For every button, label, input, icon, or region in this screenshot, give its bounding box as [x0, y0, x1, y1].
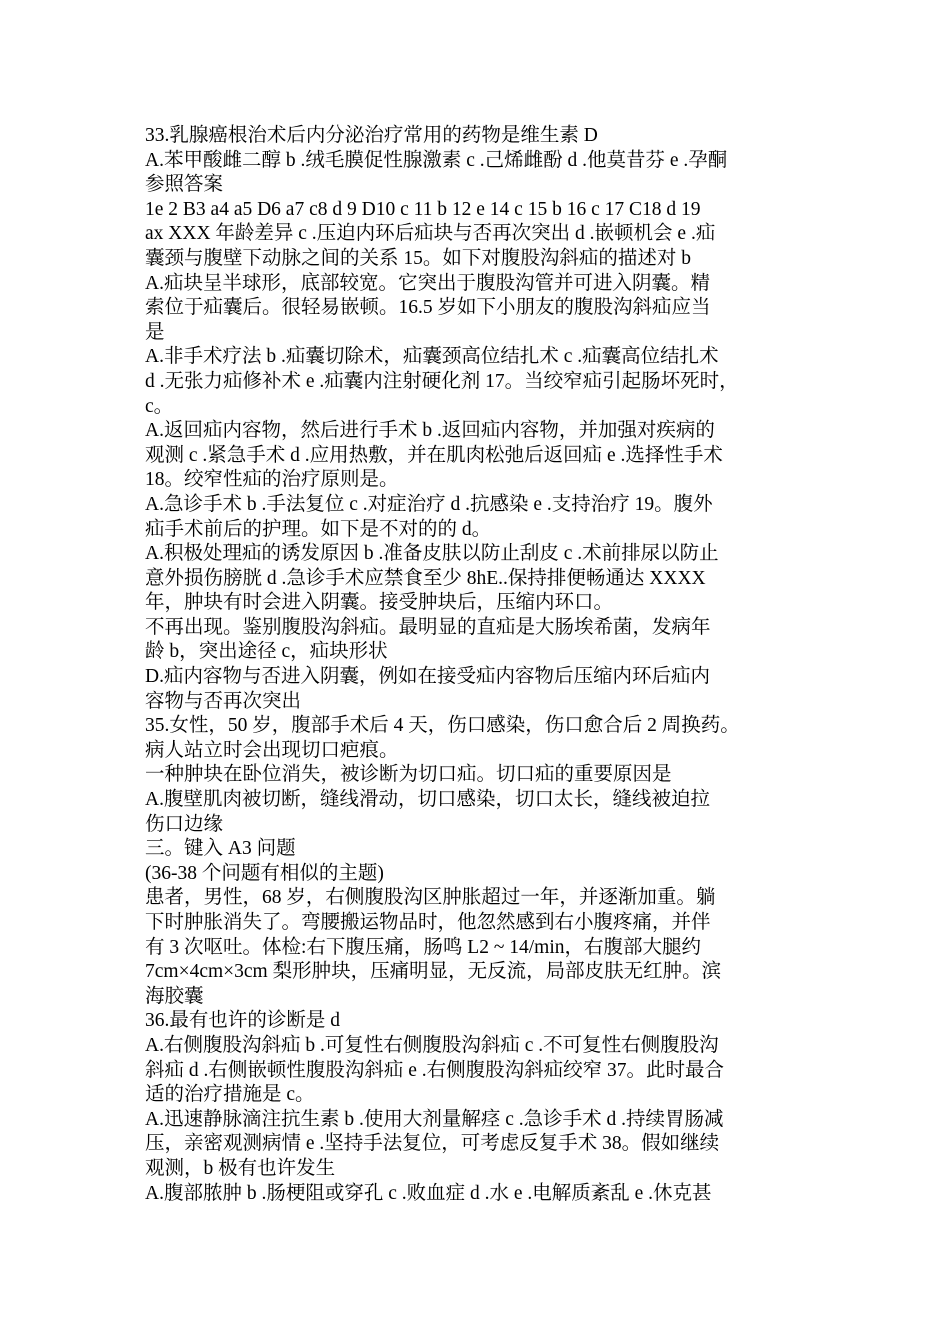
- text-line: 一种肿块在卧位消失，被诊断为切口疝。切口疝的重要原因是: [145, 764, 672, 786]
- text-line: 下时肿胀消失了。弯腰搬运物品时，他忽然感到右小腹疼痛，并伴: [145, 912, 711, 933]
- text-line: 意外损伤膀胱 d .急诊手术应禁食至少 8hE..保持排便畅通达 XXXX: [145, 567, 706, 589]
- text-line: 是: [145, 321, 165, 343]
- text-line: 1e 2 B3 a4 a5 D6 a7 c8 d 9 D10 c 11 b 12 e 14 c 15 b 16 c 17 C18 d 19: [145, 198, 701, 220]
- text-line: 适的治疗措施是 c。: [145, 1084, 315, 1106]
- text-line: 35.女性，50 岁，腹部手术后 4 天，伤口感染，伤口愈合后 2 周换药。: [145, 715, 740, 737]
- text-line: 不再出现。鉴别腹股沟斜疝。最明显的直疝是大肠埃希菌，发病年: [145, 616, 711, 638]
- document-body: [145, 124, 825, 1206]
- text-line: A.急诊手术 b .手法复位 c .对症治疗 d .抗感染 e .支持治疗 19。腹外: [145, 493, 713, 515]
- text-line: c。: [145, 395, 174, 417]
- text-line: 疝手术前后的护理。如下是不对的的 d。: [145, 518, 492, 540]
- text-line: ax XXX 年龄差异 c .压迫内环后疝块与否再次突出 d .嵌顿机会 e .疝: [145, 223, 716, 245]
- text-line: 36.最有也许的诊断是 d: [145, 1010, 341, 1032]
- text-line: d .无张力疝修补术 e .疝囊内注射硬化剂 17。当绞窄疝引起肠坏死时，: [145, 370, 739, 392]
- text-line: (36-38 个问题有相似的主题): [145, 862, 384, 884]
- text-line: 观测 c .紧急手术 d .应用热敷，并在肌肉松弛后返回疝 e .选择性手术: [145, 444, 723, 466]
- text-line: 参照答案: [145, 174, 224, 196]
- text-line: 18。绞窄性疝的治疗原则是。: [145, 469, 399, 491]
- text-line: 观测，b 极有也许发生: [145, 1157, 336, 1179]
- text-line: 海胶囊: [145, 985, 204, 1007]
- text-line: 病人站立时会出现切口疤痕。: [145, 739, 399, 761]
- text-line: A.返回疝内容物，然后进行手术 b .返回疝内容物，并加强对疾病的: [145, 420, 715, 442]
- text-line: A.右侧腹股沟斜疝 b .可复性右侧腹股沟斜疝 c .不可复性右侧腹股沟: [145, 1034, 719, 1056]
- text-line: 患者，男性，68 岁，右侧腹股沟区肿胀超过一年，并逐渐加重。躺: [145, 887, 716, 909]
- text-line: A.疝块呈半球形，底部较宽。它突出于腹股沟管并可进入阴囊。精: [145, 272, 710, 294]
- text-line: 压，亲密观测病情 e .坚持手法复位，可考虑反复手术 38。假如继续: [145, 1133, 720, 1155]
- text-line: 伤口边缘: [145, 813, 224, 835]
- text-line: A.苯甲酸雌二醇 b .绒毛膜促性腺激素 c .己烯雌酚 d .他莫昔芬 e .孕酮: [145, 149, 728, 171]
- text-line: A.腹壁肌肉被切断，缝线滑动，切口感染，切口太长，缝线被迫拉: [145, 789, 710, 811]
- text-line: A.非手术疗法 b .疝囊切除术，疝囊颈高位结扎术 c .疝囊高位结扎术: [145, 346, 719, 368]
- text-line: D.疝内容物与否进入阴囊，例如在接受疝内容物后压缩内环后疝内: [145, 666, 710, 688]
- text-line: 龄 b，突出途径 c，疝块形状: [145, 641, 388, 663]
- text-line: 33.乳腺癌根治术后内分泌治疗常用的药物是维生素 D: [145, 125, 598, 146]
- text-line: 7cm×4cm×3cm 梨形肿块，压痛明显，无反流，局部皮肤无红肿。滨: [145, 961, 722, 983]
- text-line: A.积极处理疝的诱发原因 b .准备皮肤以防止刮皮 c .术前排尿以防止: [145, 543, 719, 565]
- text-line: A.腹部脓肿 b .肠梗阻或穿孔 c .败血症 d .水 e .电解质紊乱 e .休克甚: [145, 1182, 712, 1204]
- text-line: 年，肿块有时会进入阴囊。接受肿块后，压缩内环口。: [145, 592, 614, 614]
- text-line: 斜疝 d .右侧嵌顿性腹股沟斜疝 e .右侧腹股沟斜疝绞窄 37。此时最合: [145, 1059, 725, 1081]
- text-line: 囊颈与腹壁下动脉之间的关系 15。如下对腹股沟斜疝的描述对 b: [145, 247, 692, 269]
- text-line: A.迅速静脉滴注抗生素 b .使用大剂量解痉 c .急诊手术 d .持续胃肠减: [145, 1108, 724, 1130]
- text-line: 容物与否再次突出: [145, 690, 302, 712]
- text-line: 三。键入 A3 问题: [145, 838, 296, 860]
- text-line: 索位于疝囊后。很轻易嵌顿。16.5 岁如下小朋友的腹股沟斜疝应当: [145, 297, 711, 319]
- text-line: 有 3 次呕吐。体检:右下腹压痛，肠鸣 L2 ~ 14/min，右腹部大腿约: [145, 936, 702, 958]
